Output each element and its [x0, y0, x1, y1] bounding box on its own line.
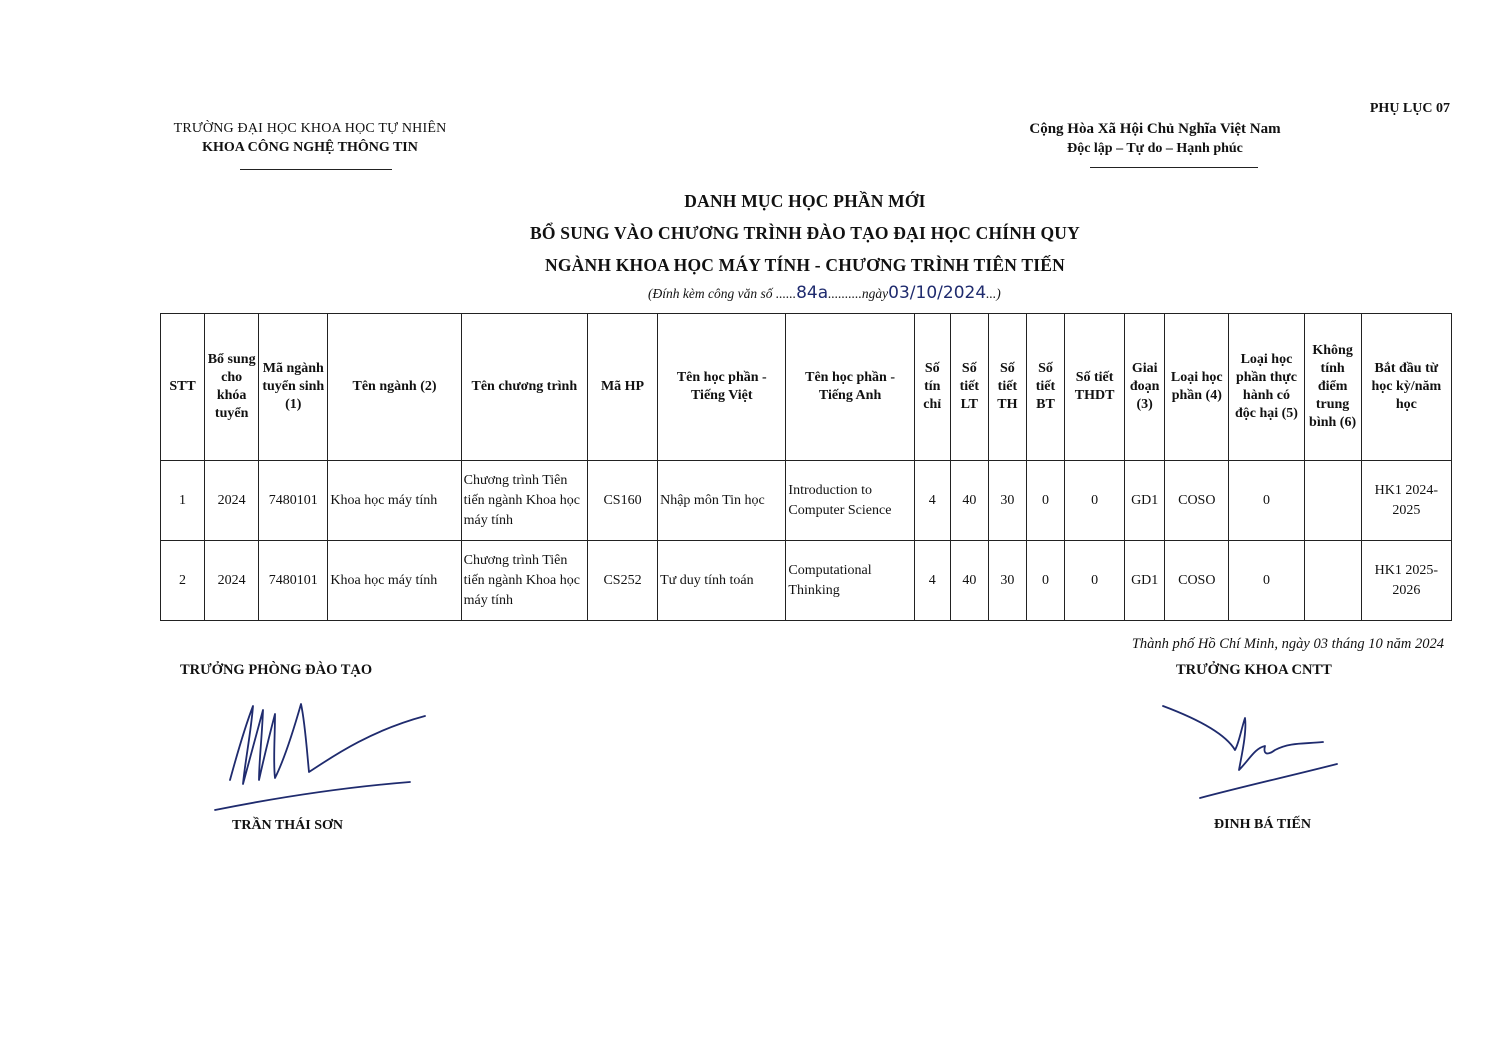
col-header: Tên học phần - Tiếng Anh [786, 314, 914, 461]
table-cell: 30 [988, 461, 1026, 541]
col-header: Tên ngành (2) [328, 314, 461, 461]
col-header: Bắt đầu từ học kỳ/năm học [1361, 314, 1451, 461]
attachment-date: 03/10/2024 [888, 283, 987, 303]
table-cell: HK1 2024-2025 [1361, 461, 1451, 541]
table-cell: 2024 [205, 461, 259, 541]
document-titles [0, 188, 1496, 284]
title-line-1: DANH MỤC HỌC PHẦN MỚI [684, 191, 926, 211]
col-header: Loại học phần (4) [1165, 314, 1229, 461]
table-cell: 0 [1026, 541, 1064, 621]
title-line-2: BỔ SUNG VÀO CHƯƠNG TRÌNH ĐÀO TẠO ĐẠI HỌC CHÍNH QUY [530, 223, 1080, 243]
university-name: TRƯỜNG ĐẠI HỌC KHOA HỌC TỰ NHIÊN [173, 121, 447, 136]
table-cell: 4 [914, 461, 950, 541]
attachment-prefix: (Đính kèm công văn số [648, 286, 776, 301]
table-cell: Computational Thinking [786, 541, 914, 621]
table-cell: 40 [950, 461, 988, 541]
table-cell [1304, 541, 1361, 621]
appendix-label: PHỤ LỤC 07 [1369, 101, 1450, 116]
table-cell: Tư duy tính toán [658, 541, 786, 621]
table-cell: 4 [914, 541, 950, 621]
col-header: Giai đoạn (3) [1125, 314, 1165, 461]
attachment-number: 84a [796, 283, 829, 303]
left-header-rule [240, 169, 392, 170]
table-cell: 2 [161, 541, 205, 621]
university-header [160, 121, 460, 156]
place-date-line: Thành phố Hồ Chí Minh, ngày 03 tháng 10 năm 2024 [1131, 636, 1444, 652]
table-cell: 30 [988, 541, 1026, 621]
table-cell: 0 [1229, 461, 1304, 541]
col-header: Số tiết TH [988, 314, 1026, 461]
table-cell: GD1 [1125, 541, 1165, 621]
col-header: Số tín chỉ [914, 314, 950, 461]
table-cell: 0 [1229, 541, 1304, 621]
table-cell: CS160 [587, 461, 657, 541]
table-cell: Chương trình Tiên tiến ngành Khoa học máy tính [461, 461, 587, 541]
national-motto: Độc lập – Tự do – Hạnh phúc [1067, 141, 1243, 156]
attachment-note [648, 283, 1001, 303]
right-signer-title: TRƯỞNG KHOA CNTT [1176, 662, 1332, 678]
col-header: Mã HP [587, 314, 657, 461]
left-signer-title: TRƯỞNG PHÒNG ĐÀO TẠO [180, 662, 373, 678]
left-signature-mark [205, 692, 435, 822]
table-cell: 2024 [205, 541, 259, 621]
country-name: Cộng Hòa Xã Hội Chủ Nghĩa Việt Nam [1029, 121, 1281, 137]
col-header: Số tiết LT [950, 314, 988, 461]
national-header [1000, 121, 1310, 157]
table-cell: 40 [950, 541, 988, 621]
table-cell: Khoa học máy tính [328, 461, 461, 541]
title-line-3: NGÀNH KHOA HỌC MÁY TÍNH - CHƯƠNG TRÌNH TIÊN TIẾN [545, 255, 1065, 275]
table-cell: 7480101 [259, 461, 328, 541]
faculty-name: KHOA CÔNG NGHỆ THÔNG TIN [202, 140, 418, 155]
table-cell: COSO [1165, 461, 1229, 541]
table-cell: 0 [1065, 541, 1125, 621]
table-cell: 7480101 [259, 541, 328, 621]
table-row [161, 541, 1452, 621]
table-cell: HK1 2025-2026 [1361, 541, 1451, 621]
col-header: Số tiết BT [1026, 314, 1064, 461]
table-cell: COSO [1165, 541, 1229, 621]
course-table [160, 313, 1452, 621]
col-header: Tên học phần - Tiếng Việt [658, 314, 786, 461]
right-header-rule [1090, 167, 1258, 168]
right-signature-mark [1155, 698, 1345, 808]
col-header: Bổ sung cho khóa tuyển [205, 314, 259, 461]
left-signer-name: TRẦN THÁI SƠN [232, 818, 343, 833]
attachment-suffix: ...) [986, 286, 1001, 301]
col-header: STT [161, 314, 205, 461]
col-header: Mã ngành tuyển sinh (1) [259, 314, 328, 461]
attachment-dots-2: ..........ngày [828, 286, 889, 301]
table-cell [1304, 461, 1361, 541]
table-cell: 0 [1026, 461, 1064, 541]
col-header: Tên chương trình [461, 314, 587, 461]
table-cell: Nhập môn Tin học [658, 461, 786, 541]
table-cell: GD1 [1125, 461, 1165, 541]
col-header: Không tính điểm trung bình (6) [1304, 314, 1361, 461]
table-cell: 1 [161, 461, 205, 541]
table-cell: 0 [1065, 461, 1125, 541]
right-signer-name: ĐINH BÁ TIẾN [1214, 817, 1311, 832]
table-cell: CS252 [587, 541, 657, 621]
col-header: Loại học phần thực hành có độc hại (5) [1229, 314, 1304, 461]
table-cell: Khoa học máy tính [328, 541, 461, 621]
col-header: Số tiết THDT [1065, 314, 1125, 461]
table-cell: Chương trình Tiên tiến ngành Khoa học máy tính [461, 541, 587, 621]
table-row [161, 461, 1452, 541]
table-cell: Introduction to Computer Science [786, 461, 914, 541]
attachment-dots-1: ...... [775, 286, 797, 301]
table-header-row [161, 314, 1452, 461]
